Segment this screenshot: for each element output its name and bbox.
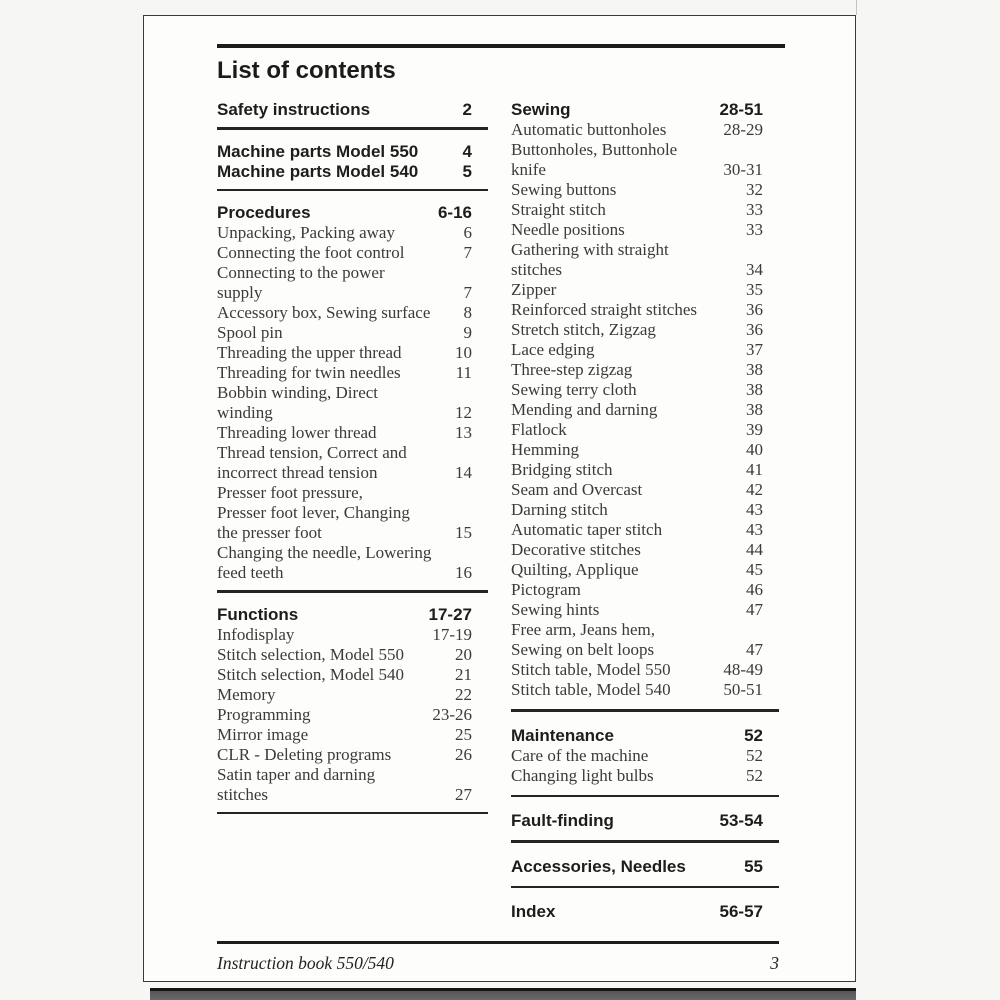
toc-entry-label: Sewing hints xyxy=(511,600,600,619)
toc-entry-label: Gathering with straight xyxy=(511,240,669,259)
section-header xyxy=(217,203,488,223)
section-page-range: 56-57 xyxy=(719,902,763,921)
toc-entry-label: Seam and Overcast xyxy=(511,480,643,499)
toc-entry-label: supply xyxy=(217,283,263,302)
section-group xyxy=(511,902,779,922)
toc-entry-label: Zipper xyxy=(511,280,557,299)
toc-entry-label: Darning stitch xyxy=(511,500,608,519)
toc-entry-label: Quilting, Applique xyxy=(511,560,639,579)
toc-entry-label: Stretch stitch, Zigzag xyxy=(511,320,656,339)
toc-entry xyxy=(511,746,779,766)
section-rule xyxy=(217,590,488,593)
toc-entry-page: 6 xyxy=(463,223,472,242)
toc-entry-page: 40 xyxy=(746,440,763,459)
toc-entry xyxy=(217,725,488,745)
toc-entry xyxy=(511,140,779,160)
toc-entry-page: 28-29 xyxy=(723,120,763,139)
toc-entry-page: 32 xyxy=(746,180,763,199)
toc-entry xyxy=(511,240,779,260)
toc-entry xyxy=(511,766,779,786)
toc-entry-label: Bobbin winding, Direct xyxy=(217,383,379,402)
toc-entry-page: 7 xyxy=(463,283,472,302)
toc-entry-label: Stitch selection, Model 550 xyxy=(217,644,404,664)
toc-entry xyxy=(511,220,779,240)
section-page-range: 17-27 xyxy=(428,604,472,624)
section-group xyxy=(511,857,779,877)
toc-entry xyxy=(217,745,488,765)
section-header-label: Safety instructions xyxy=(217,100,371,119)
toc-entry xyxy=(217,343,488,363)
toc-entry-page: 38 xyxy=(746,400,763,419)
section-group xyxy=(217,142,488,182)
toc-entry-label: Threading for twin needles xyxy=(217,363,401,382)
toc-entry-label: Reinforced straight stitches xyxy=(511,300,698,319)
toc-entry-label: Straight stitch xyxy=(511,200,606,219)
section-rule xyxy=(511,840,779,843)
toc-entry-label: Satin taper and darning xyxy=(217,764,376,784)
toc-entry-label: Presser foot pressure, xyxy=(217,483,363,502)
section-group xyxy=(217,203,488,583)
page-scan xyxy=(143,15,856,982)
toc-entry xyxy=(511,520,779,540)
toc-entry-label: Bridging stitch xyxy=(511,460,613,479)
toc-entry-label: Decorative stitches xyxy=(511,540,641,559)
toc-entry-page: 10 xyxy=(455,343,472,362)
toc-entry-page: 42 xyxy=(746,480,763,499)
toc-entry xyxy=(511,340,779,360)
toc-entry-page: 36 xyxy=(746,320,763,339)
toc-entry-page: 44 xyxy=(746,540,763,559)
toc-entry xyxy=(511,360,779,380)
toc-entry-page: 46 xyxy=(746,580,763,599)
section-page-range: 28-51 xyxy=(719,100,763,119)
toc-entry xyxy=(511,440,779,460)
section-rule xyxy=(217,189,488,192)
toc-entry-label: Mirror image xyxy=(217,724,309,744)
toc-entry xyxy=(511,400,779,420)
book-edge-shadow xyxy=(150,988,856,1000)
toc-entry-page: 50-51 xyxy=(723,680,763,699)
section-header-label: Machine parts Model 540 xyxy=(217,161,419,181)
section-header-label: Procedures xyxy=(217,203,311,222)
section-page-range: 53-54 xyxy=(719,811,763,830)
toc-entry-label: Memory xyxy=(217,684,276,704)
toc-entry-page: 16 xyxy=(455,563,472,582)
toc-entry-label: winding xyxy=(217,403,273,422)
toc-entry-label: knife xyxy=(511,160,546,179)
toc-entry xyxy=(217,503,488,523)
toc-entry-label: Automatic taper stitch xyxy=(511,520,663,539)
toc-entry-label: Connecting the foot control xyxy=(217,243,405,262)
toc-entry-page: 22 xyxy=(455,684,472,704)
toc-content xyxy=(217,44,785,922)
toc-entry-label: Infodisplay xyxy=(217,624,295,644)
section-header xyxy=(217,100,488,120)
toc-entry-page: 41 xyxy=(746,460,763,479)
page-title: List of contents xyxy=(217,57,396,84)
toc-entry xyxy=(511,540,779,560)
toc-entry xyxy=(511,380,779,400)
toc-column-left xyxy=(217,100,488,922)
toc-entry-page: 25 xyxy=(455,724,472,744)
toc-entry-page: 17-19 xyxy=(432,624,472,644)
toc-entry-label: Flatlock xyxy=(511,420,567,439)
toc-entry xyxy=(511,180,779,200)
toc-entry-label: Lace edging xyxy=(511,340,595,359)
section-header xyxy=(511,902,779,922)
toc-entry xyxy=(217,785,488,805)
toc-entry xyxy=(217,223,488,243)
section-group xyxy=(511,726,779,786)
section-header-label: Fault-finding xyxy=(511,811,614,830)
toc-entry-page: 48-49 xyxy=(723,660,763,679)
toc-entry xyxy=(511,160,779,180)
section-header-label: Sewing xyxy=(511,100,571,119)
section-header-label: Maintenance xyxy=(511,725,614,745)
toc-entry xyxy=(511,300,779,320)
toc-entry xyxy=(511,480,779,500)
toc-entry xyxy=(511,120,779,140)
toc-entry-label: Stitch table, Model 540 xyxy=(511,680,671,699)
section-header xyxy=(511,811,779,831)
toc-entry xyxy=(217,323,488,343)
toc-entry-page: 39 xyxy=(746,420,763,439)
toc-entry xyxy=(217,543,488,563)
toc-entry-label: Hemming xyxy=(511,440,579,459)
toc-entry-label: Free arm, Jeans hem, xyxy=(511,620,655,639)
toc-entry-page: 12 xyxy=(455,403,472,422)
toc-entry-page: 7 xyxy=(463,243,472,262)
toc-entry-label: Three-step zigzag xyxy=(511,360,633,379)
toc-entry-label: Accessory box, Sewing surface xyxy=(217,303,431,322)
toc-entry xyxy=(217,403,488,423)
section-header xyxy=(217,162,488,182)
section-group xyxy=(511,811,779,831)
toc-entry xyxy=(217,423,488,443)
section-rule xyxy=(511,795,779,798)
toc-entry xyxy=(217,363,488,383)
toc-entry xyxy=(217,765,488,785)
toc-entry xyxy=(511,280,779,300)
toc-column-right xyxy=(511,100,779,922)
toc-entry xyxy=(217,523,488,543)
section-header xyxy=(511,726,779,746)
footer-book-title: Instruction book 550/540 xyxy=(217,953,394,973)
toc-entry xyxy=(217,665,488,685)
toc-entry-label: Threading lower thread xyxy=(217,423,377,442)
section-page-range: 52 xyxy=(744,725,763,745)
section-group xyxy=(217,100,488,120)
section-header-label: Index xyxy=(511,902,556,921)
top-rule xyxy=(217,44,785,48)
section-header xyxy=(217,605,488,625)
toc-entry-page: 38 xyxy=(746,380,763,399)
section-header xyxy=(511,857,779,877)
toc-entry-page: 21 xyxy=(455,664,472,684)
toc-entry-label: feed teeth xyxy=(217,563,284,582)
toc-entry-page: 20 xyxy=(455,644,472,664)
toc-entry-label: CLR - Deleting programs xyxy=(217,744,392,764)
toc-entry xyxy=(511,500,779,520)
toc-entry-page: 35 xyxy=(746,280,763,299)
toc-entry-page: 27 xyxy=(455,784,472,804)
toc-entry-page: 15 xyxy=(455,523,472,542)
toc-entry xyxy=(217,243,488,263)
toc-entry-page: 30-31 xyxy=(723,160,763,179)
toc-entry xyxy=(217,283,488,303)
toc-entry xyxy=(511,560,779,580)
toc-entry-page: 38 xyxy=(746,360,763,379)
toc-entry-page: 8 xyxy=(463,303,472,322)
toc-entry-label: Mending and darning xyxy=(511,400,658,419)
toc-entry xyxy=(511,420,779,440)
toc-entry xyxy=(217,685,488,705)
section-header xyxy=(217,142,488,162)
toc-entry-label: Connecting to the power xyxy=(217,263,385,282)
toc-entry-label: Threading the upper thread xyxy=(217,343,402,362)
toc-entry-label: Sewing terry cloth xyxy=(511,380,637,399)
toc-entry-label: Needle positions xyxy=(511,220,625,239)
toc-entry xyxy=(511,600,779,620)
footer-page-number: 3 xyxy=(770,953,779,973)
toc-entry-page: 47 xyxy=(746,640,763,659)
toc-columns xyxy=(217,100,785,922)
toc-entry-page: 36 xyxy=(746,300,763,319)
toc-entry xyxy=(217,443,488,463)
toc-entry-label: stitches xyxy=(217,784,268,804)
toc-entry xyxy=(511,320,779,340)
toc-entry-label: Thread tension, Correct and xyxy=(217,443,407,462)
toc-entry xyxy=(217,383,488,403)
toc-entry xyxy=(511,460,779,480)
toc-entry-label: stitches xyxy=(511,260,562,279)
toc-entry-label: Pictogram xyxy=(511,580,581,599)
toc-entry-label: the presser foot xyxy=(217,523,322,542)
toc-entry-label: Changing light bulbs xyxy=(511,765,654,785)
toc-entry-page: 34 xyxy=(746,260,763,279)
toc-entry xyxy=(511,660,779,680)
section-group xyxy=(217,605,488,805)
toc-entry-label: Sewing on belt loops xyxy=(511,640,655,659)
toc-entry-page: 13 xyxy=(455,423,472,442)
toc-entry-page: 9 xyxy=(463,323,472,342)
toc-entry-label: incorrect thread tension xyxy=(217,463,378,482)
section-header-label: Functions xyxy=(217,604,299,624)
toc-entry-label: Presser foot lever, Changing xyxy=(217,503,410,522)
toc-entry-page: 11 xyxy=(455,363,472,382)
section-header-label: Machine parts Model 550 xyxy=(217,141,419,161)
section-rule xyxy=(511,709,779,712)
toc-entry xyxy=(217,563,488,583)
section-page-range: 5 xyxy=(462,161,472,181)
toc-entry-page: 37 xyxy=(746,340,763,359)
toc-entry-label: Sewing buttons xyxy=(511,180,617,199)
section-rule xyxy=(511,886,779,889)
toc-entry-page: 14 xyxy=(455,463,472,482)
toc-entry xyxy=(217,483,488,503)
toc-entry-label: Stitch selection, Model 540 xyxy=(217,664,404,684)
toc-entry-page: 47 xyxy=(746,600,763,619)
toc-entry-label: Programming xyxy=(217,704,311,724)
section-header xyxy=(511,100,779,120)
toc-entry-label: Stitch table, Model 550 xyxy=(511,660,671,679)
toc-entry-page: 52 xyxy=(746,745,763,765)
toc-entry xyxy=(511,580,779,600)
section-page-range: 6-16 xyxy=(437,203,472,222)
toc-entry-label: Spool pin xyxy=(217,323,283,342)
toc-entry xyxy=(217,705,488,725)
toc-entry-page: 43 xyxy=(746,520,763,539)
section-page-range: 55 xyxy=(744,856,763,876)
toc-entry xyxy=(217,645,488,665)
toc-entry-page: 45 xyxy=(746,560,763,579)
section-rule xyxy=(217,812,488,815)
toc-entry-page: 26 xyxy=(455,744,472,764)
toc-entry xyxy=(511,260,779,280)
toc-entry xyxy=(511,620,779,640)
toc-entry-label: Care of the machine xyxy=(511,745,649,765)
toc-entry xyxy=(511,640,779,660)
toc-entry-label: Buttonholes, Buttonhole xyxy=(511,140,678,159)
toc-entry xyxy=(217,303,488,323)
toc-entry-page: 33 xyxy=(746,200,763,219)
section-rule xyxy=(217,127,488,130)
section-group xyxy=(511,100,779,700)
toc-entry xyxy=(217,463,488,483)
toc-entry-page: 23-26 xyxy=(432,704,472,724)
footer xyxy=(217,941,779,974)
section-page-range: 2 xyxy=(462,100,472,119)
toc-entry xyxy=(217,263,488,283)
toc-entry-label: Unpacking, Packing away xyxy=(217,223,395,242)
toc-entry-page: 33 xyxy=(746,220,763,239)
toc-entry xyxy=(511,200,779,220)
toc-entry-label: Automatic buttonholes xyxy=(511,120,667,139)
toc-entry-label: Changing the needle, Lowering xyxy=(217,543,432,562)
scan-edge-artifact xyxy=(856,0,857,15)
toc-entry-page: 52 xyxy=(746,765,763,785)
toc-entry xyxy=(511,680,779,700)
section-header-label: Accessories, Needles xyxy=(511,856,686,876)
toc-entry xyxy=(217,625,488,645)
section-page-range: 4 xyxy=(462,141,472,161)
toc-entry-page: 43 xyxy=(746,500,763,519)
